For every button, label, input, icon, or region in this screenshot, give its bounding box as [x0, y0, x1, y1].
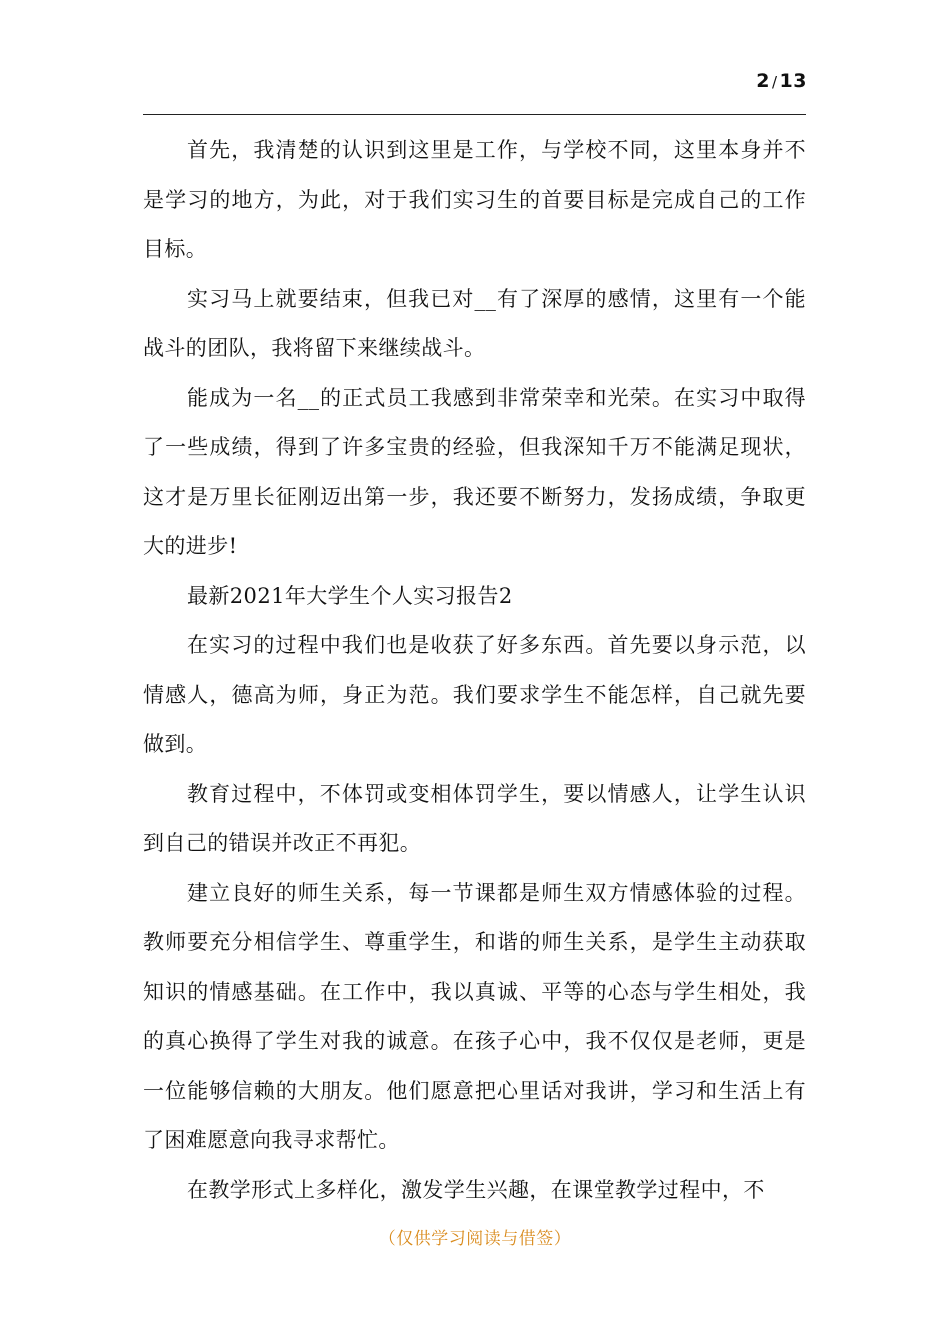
- section-heading: 最新2021年大学生个人实习报告2: [187, 583, 513, 608]
- page-number: [756, 70, 807, 92]
- paragraph-7: 在教学形式上多样化，激发学生兴趣，在课堂教学过程中，不: [187, 1177, 765, 1202]
- header-divider: [143, 114, 806, 115]
- paragraph-5: 教育过程中，不体罚或变相体罚学生，要以情感人，让学生认识到自己的错误并改正不再犯。: [143, 781, 806, 855]
- paragraph-2: 实习马上就要结束，但我已对__有了深厚的感情，这里有一个能战斗的团队，我将留下来继续战斗。: [143, 286, 806, 360]
- footer-note: （仅供学习阅读与借签）: [378, 1229, 572, 1249]
- paragraph-4: 在实习的过程中我们也是收获了好多东西。首先要以身示范，以情感人，德高为师，身正为范。我们要求学生不能怎样，自己就先要做到。: [143, 633, 806, 756]
- paragraph-3: 能成为一名__的正式员工我感到非常荣幸和光荣。在实习中取得了一些成绩，得到了许多宝贵的经验，但我深知千万不能满足现状，这才是万里长征刚迈出第一步，我还要不断努力，发扬成绩，争取更大的进步!: [143, 385, 806, 558]
- paragraph-6: 建立良好的师生关系，每一节课都是师生双方情感体验的过程。教师要充分相信学生、尊重学生，和谐的师生关系，是学生主动获取知识的情感基础。在工作中，我以真诚、平等的心态与学生相处，我的真心换得了学生对我的诚意。在孩子心中，我不仅仅是老师，更是一位能够信赖的大朋友。他们愿意把心里话对我讲，学习和生活上有了困难愿意向我寻求帮忙。: [143, 880, 806, 1152]
- page-total: 13: [779, 70, 807, 92]
- page-separator: /: [771, 73, 778, 91]
- document-body: [143, 126, 806, 1215]
- paragraph-1: 首先，我清楚的认识到这里是工作，与学校不同，这里本身并不是学习的地方，为此，对于我们实习生的首要目标是完成自己的工作目标。: [143, 138, 806, 261]
- page-current: 2: [756, 70, 770, 92]
